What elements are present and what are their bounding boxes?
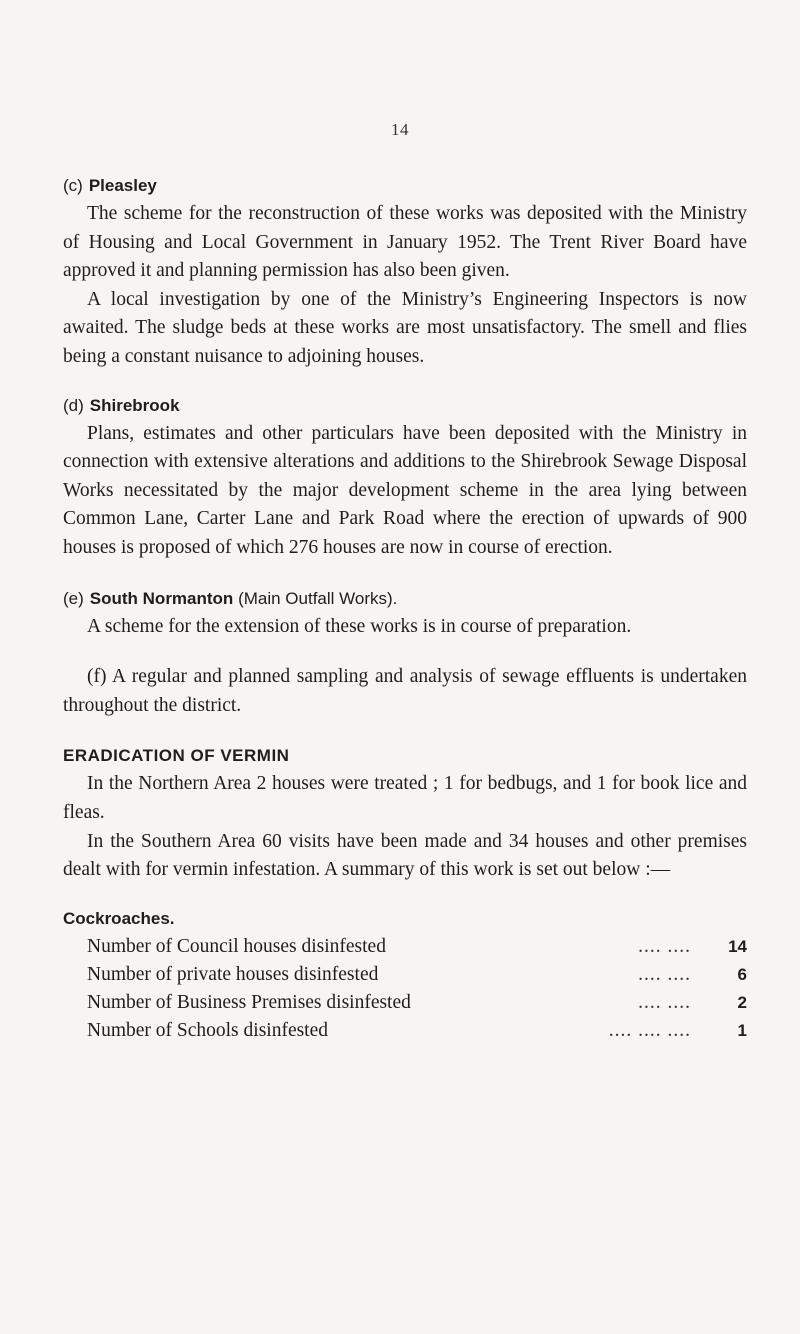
paragraph: (f) A regular and planned sampling and analysis of sewage effluents is undertaken throughout the district.: [63, 666, 747, 716]
row-leader-dots: .... ....: [638, 935, 691, 957]
table-row: [63, 989, 747, 1017]
section-letter: (e): [63, 588, 84, 608]
section-eradication-of-vermin: [63, 742, 747, 884]
cockroaches-summary: [63, 905, 747, 1046]
paragraph: A scheme for the extension of these works is in course of preparation.: [87, 615, 632, 637]
row-label: Number of Schools disinfested: [87, 1020, 329, 1042]
section-title: ERADICATION OF VERMIN: [63, 746, 290, 766]
section-title-suffix: (Main Outfall Works).: [238, 588, 398, 608]
row-count: 2: [737, 993, 747, 1013]
row-count: 1: [737, 1021, 747, 1041]
paragraph: A local investigation by one of the Ministry’s Engineering Inspectors is now awaited. The sludge beds at these works are most unsatisfactory. The smell and flies being a constant nuisance to adjoining houses.: [63, 288, 747, 367]
section-title: Shirebrook: [89, 395, 180, 415]
table-row: [63, 1017, 747, 1045]
table-row: [63, 961, 747, 989]
section-pleasley: [63, 172, 747, 372]
page-content: [63, 172, 747, 1046]
row-label: Number of private houses disinfested: [87, 963, 379, 985]
section-south-normanton: [63, 585, 747, 642]
section-heading: [63, 172, 747, 200]
section-title: Pleasley: [88, 176, 157, 195]
section-letter: (c): [63, 176, 83, 195]
section-heading: [63, 392, 747, 420]
table-title: Cockroaches.: [63, 908, 175, 928]
page-number: 14: [391, 120, 409, 139]
section-title: South Normanton: [89, 588, 234, 608]
section-sampling: [63, 663, 747, 720]
row-leader-dots: .... .... ....: [608, 1020, 691, 1042]
row-leader-dots: .... ....: [638, 963, 691, 985]
section-letter: (d): [63, 395, 84, 415]
row-label: Number of Business Premises disinfested: [87, 992, 411, 1014]
row-label: Number of Council houses disinfested: [87, 935, 386, 957]
row-leader-dots: .... ....: [638, 992, 691, 1014]
section-shirebrook: [63, 392, 747, 563]
paragraph: The scheme for the reconstruction of these works was deposited with the Ministry of Housing and Local Government in January 1952. The Trent River Board have approved it and planning permission has also been given.: [63, 203, 747, 282]
table-row: [63, 933, 747, 961]
section-heading: [63, 585, 747, 613]
row-count: 6: [737, 964, 747, 984]
row-count: 14: [728, 936, 747, 956]
paragraph: In the Northern Area 2 houses were treated ; 1 for bedbugs, and 1 for book lice and fleas.: [63, 773, 747, 823]
paragraph: Plans, estimates and other particulars have been deposited with the Ministry in connection with extensive alterations and additions to the Shirebrook Sewage Disposal Works necessitated by the major development scheme in the area lying between Common Lane, Carter Lane and Park Road where the erection of upwards of 900 houses is proposed of which 276 houses are now in course of erection.: [63, 422, 747, 558]
paragraph: In the Southern Area 60 visits have been made and 34 houses and other premises dealt with for vermin infestation. A summary of this work is set out below :—: [63, 830, 747, 881]
